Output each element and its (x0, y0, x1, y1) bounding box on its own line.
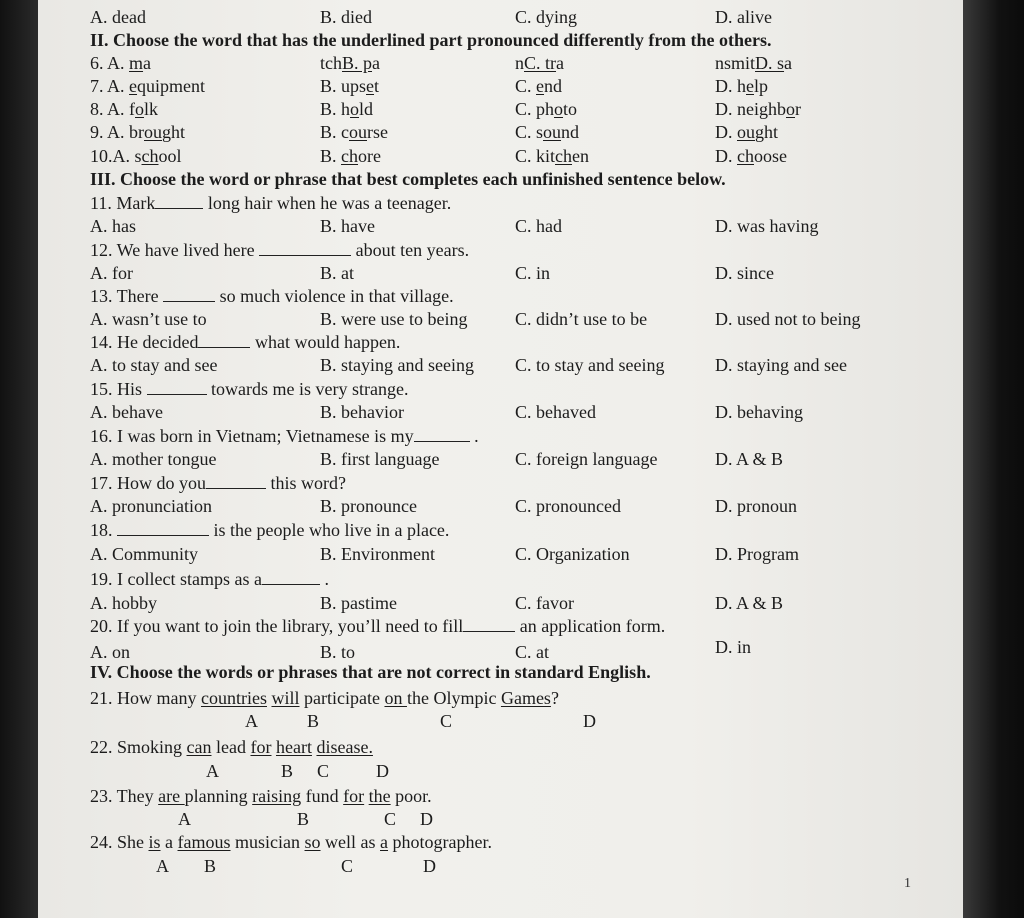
q6-c-pre: n (515, 53, 524, 73)
q24-label-b: B (204, 856, 217, 876)
question-11-options (38, 215, 963, 237)
q7-option-b (320, 75, 379, 97)
q7-option-c (515, 75, 562, 97)
q24-label-a: A (156, 856, 169, 876)
q23-underlined-c: for (343, 786, 365, 806)
question-22-labels (38, 760, 963, 782)
q24-text-1: 24. She (90, 832, 149, 852)
question-6 (38, 52, 963, 74)
question-23 (38, 785, 963, 807)
q12-option-a: A. for (90, 263, 133, 283)
q14-stem-pre: 14. He decided (90, 332, 199, 352)
q22-label-a: A (206, 761, 219, 781)
q19-blank (262, 568, 320, 585)
question-21-labels (38, 710, 963, 732)
q8-a-post: lk (144, 99, 159, 119)
q9-b-pre: B. c (320, 122, 349, 142)
q15-option-b: B. behavior (320, 402, 404, 422)
q19-option-a: A. hobby (90, 593, 157, 613)
q21-text-3: participate (299, 688, 385, 708)
q9-option-a (90, 121, 185, 143)
question-12-options (38, 262, 963, 284)
q9-c-underlined: ou (543, 122, 562, 142)
q15-option-d: D. behaving (715, 402, 803, 422)
q22-label-d: D (376, 761, 389, 781)
q9-a-underlined: ou (144, 122, 162, 142)
q16-option-a: A. mother tongue (90, 449, 217, 469)
section-iv-heading-text: IV. Choose the words or phrases that are not correct in standard English. (90, 662, 651, 682)
q19-option-d: D. A & B (715, 593, 784, 613)
q7-b-pre: B. ups (320, 76, 367, 96)
q22-label-b: B (281, 761, 294, 781)
question-18-stem (38, 519, 963, 541)
q23-text-1: 23. They (90, 786, 159, 806)
q23-label-b: B (297, 809, 310, 829)
question-14-options (38, 354, 963, 376)
q10-b-post: ore (358, 146, 381, 166)
q8-b-underlined: o (350, 99, 360, 119)
q23-text-2: planning (184, 786, 253, 806)
q23-label-a: A (178, 809, 191, 829)
q9-d-post: ght (755, 122, 779, 142)
q23-label-d: D (420, 809, 433, 829)
q8-c-pre: C. ph (515, 99, 555, 119)
q6-option-c (515, 52, 564, 74)
q20-stem-post: an application form. (519, 616, 666, 636)
q8-c-underlined: o (554, 99, 564, 119)
q6-a-post: a (143, 53, 152, 73)
q13-stem-post: so much violence in that village. (219, 286, 454, 306)
q23-underlined-a: are (158, 786, 185, 806)
q15-stem-text (90, 378, 408, 400)
question-13-stem (38, 285, 963, 307)
q15-option-c: C. behaved (515, 402, 596, 422)
q11-option-a: A. has (90, 216, 136, 236)
q16-stem-post: . (474, 426, 479, 446)
q10-c-pre: C. kit (515, 146, 556, 166)
question-22 (38, 736, 963, 758)
section-ii-heading-text: II. Choose the word that has the underlined part pronounced differently from the others. (90, 30, 772, 50)
q11-blank (155, 192, 203, 209)
q20-option-c: C. at (515, 642, 549, 662)
q24-underlined-b: famous (177, 832, 231, 852)
q6-option-b (320, 52, 380, 74)
q9-b-post: rse (367, 122, 388, 142)
q16-blank (414, 425, 470, 442)
q19-option-b: B. pastime (320, 593, 397, 613)
q10-c-post: en (572, 146, 590, 166)
q14-stem-post: what would happen. (254, 332, 401, 352)
q10-d-post: oose (754, 146, 787, 166)
q21-sentence (90, 687, 559, 709)
q16-option-b: B. first language (320, 449, 440, 469)
q10-d-pre: D. (715, 146, 737, 166)
q18-option-a: A. Community (90, 544, 199, 564)
option-b: B. died (320, 7, 372, 27)
q18-blank (117, 519, 209, 536)
question-24 (38, 831, 963, 853)
question-20-options (38, 637, 963, 663)
q12-option-d: D. since (715, 263, 774, 283)
q11-option-d: D. was having (715, 216, 819, 236)
question-18-options (38, 543, 963, 565)
q22-sentence (90, 736, 373, 758)
q13-stem-text (90, 285, 454, 307)
q18-option-c: C. Organization (515, 544, 630, 564)
question-20-stem (38, 615, 963, 637)
q19-stem-text (90, 568, 329, 590)
q24-sentence (90, 831, 492, 853)
q22-underlined-d: disease. (316, 737, 373, 757)
q21-text-5: ? (550, 688, 559, 708)
q21-underlined-c: on (384, 688, 407, 708)
question-8 (38, 98, 963, 120)
q9-b-underlined: ou (349, 122, 367, 142)
q7-d-post: lp (754, 76, 769, 96)
q16-stem-pre: 16. I was born in Vietnam; Vietnamese is my (90, 426, 414, 446)
q6-b-post: a (372, 53, 381, 73)
q7-c-post: nd (544, 76, 563, 96)
question-14-stem (38, 331, 963, 353)
q8-option-b (320, 98, 373, 120)
q19-stem-pre: 19. I collect stamps as a (90, 569, 262, 589)
q14-option-b: B. staying and seeing (320, 355, 474, 375)
q20-option-a: A. on (90, 642, 130, 662)
q18-stem-pre: 18. (90, 520, 117, 540)
q24-text-5: photographer. (388, 832, 492, 852)
q24-label-c: C (341, 856, 354, 876)
question-15-options (38, 401, 963, 423)
q10-a-underlined: ch (141, 146, 159, 166)
q9-c-pre: C. s (515, 122, 544, 142)
q14-option-d: D. staying and see (715, 355, 847, 375)
q7-option-d (715, 75, 768, 97)
q22-text-1: 22. Smoking (90, 737, 187, 757)
q21-underlined-b: will (271, 688, 300, 708)
q6-c-underlined: C. tr (524, 53, 557, 73)
q24-text-4: well as (320, 832, 381, 852)
q9-option-b (320, 121, 388, 143)
q23-label-c: C (384, 809, 397, 829)
q12-blank (259, 239, 351, 256)
question-17-stem (38, 472, 963, 494)
q13-blank (163, 285, 215, 302)
q10-b-pre: B. (320, 146, 342, 166)
q9-d-underlined: ou (737, 122, 755, 142)
q23-text-5: poor. (390, 786, 432, 806)
q9-c-post: nd (561, 122, 580, 142)
question-13-options (38, 308, 963, 330)
q7-a-pre: 7. A. (90, 76, 130, 96)
q11-option-c: C. had (515, 216, 562, 236)
q14-blank (198, 331, 250, 348)
q21-label-d: D (583, 711, 596, 731)
options-row-prev (38, 6, 963, 28)
q23-text-3: fund (301, 786, 344, 806)
q18-option-b: B. Environment (320, 544, 435, 564)
question-16-options (38, 448, 963, 470)
q10-c-underlined: ch (555, 146, 573, 166)
question-17-options (38, 495, 963, 517)
q13-option-c: C. didn’t use to be (515, 309, 648, 329)
q6-option-d (715, 52, 792, 74)
q10-d-underlined: ch (737, 146, 754, 166)
q11-option-b: B. have (320, 216, 375, 236)
q14-stem-text (90, 331, 400, 353)
q21-text-4: the Olympic (406, 688, 501, 708)
q19-option-c: C. favor (515, 593, 574, 613)
q11-stem-post: long hair when he was a teenager. (207, 193, 452, 213)
option-c: C. dying (515, 7, 578, 27)
question-9 (38, 121, 963, 143)
q17-blank (206, 472, 266, 489)
q14-option-a: A. to stay and see (90, 355, 218, 375)
q9-a-pre: 9. A. br (90, 122, 144, 142)
q17-option-a: A. pronunciation (90, 496, 212, 516)
q6-b-underlined: B. p (342, 53, 373, 73)
q20-stem-pre: 20. If you want to join the library, you’ll need to fill (90, 616, 464, 636)
q10-option-d (715, 145, 787, 167)
q12-stem-post: about ten years. (355, 240, 470, 260)
page-number: 1 (904, 876, 911, 891)
question-19-options (38, 592, 963, 614)
q8-c-post: to (563, 99, 578, 119)
q10-a-post: ool (158, 146, 182, 166)
q24-text-3: musician (230, 832, 305, 852)
q20-stem-text (90, 615, 665, 637)
q21-label-b: B (307, 711, 320, 731)
q22-underlined-c: heart (275, 737, 312, 757)
q24-underlined-a: is (148, 832, 161, 852)
q21-text-1: 21. How many (90, 688, 201, 708)
q15-blank (147, 378, 207, 395)
q22-underlined-a: can (186, 737, 212, 757)
q9-option-d (715, 121, 778, 143)
q6-b-pre: tch (320, 53, 342, 73)
q8-d-post: r (795, 99, 801, 119)
q24-underlined-d: a (380, 832, 389, 852)
q18-stem-text (90, 519, 449, 541)
question-21 (38, 687, 963, 709)
q6-option-a (90, 52, 151, 74)
q16-stem-text (90, 425, 479, 447)
q17-option-d: D. pronoun (715, 496, 797, 516)
section-iii-heading (38, 168, 963, 190)
worksheet-page (38, 0, 963, 918)
q8-a-underlined: o (135, 99, 144, 119)
q16-option-c: C. foreign language (515, 449, 658, 469)
question-16-stem (38, 425, 963, 447)
q19-stem-post: . (324, 569, 329, 589)
q6-c-post: a (556, 53, 565, 73)
question-11-stem (38, 192, 963, 214)
q7-a-post: quipment (137, 76, 206, 96)
q15-stem-post: towards me is very strange. (211, 379, 409, 399)
q21-underlined-a: countries (201, 688, 267, 708)
question-10 (38, 145, 963, 167)
q12-option-b: B. at (320, 263, 354, 283)
q7-b-underlined: e (366, 76, 375, 96)
q7-c-pre: C. (515, 76, 537, 96)
q24-underlined-c: so (304, 832, 321, 852)
q22-label-c: C (317, 761, 330, 781)
q12-stem-pre: 12. We have lived here (90, 240, 260, 260)
q22-text-2: lead (211, 737, 251, 757)
left-dark-border (0, 0, 38, 918)
q14-option-c: C. to stay and seeing (515, 355, 665, 375)
q20-option-b: B. to (320, 642, 356, 662)
q8-b-post: ld (359, 99, 374, 119)
q6-a-pre: 6. A. (90, 53, 130, 73)
question-19-stem (38, 568, 963, 590)
q8-option-a (90, 98, 158, 120)
q21-label-a: A (245, 711, 258, 731)
q20-option-d: D. in (715, 637, 751, 657)
q9-d-pre: D. (715, 122, 737, 142)
q7-option-a (90, 75, 205, 97)
right-dark-border (963, 0, 1024, 918)
q16-option-d: D. A & B (715, 449, 784, 469)
q23-underlined-d: the (368, 786, 391, 806)
q12-stem-text (90, 239, 469, 261)
q10-option-b (320, 145, 381, 167)
q17-option-b: B. pronounce (320, 496, 417, 516)
q8-option-c (515, 98, 577, 120)
q9-option-c (515, 121, 579, 143)
q18-option-d: D. Program (715, 544, 799, 564)
q18-stem-post: is the people who live in a place. (213, 520, 450, 540)
q15-stem-pre: 15. His (90, 379, 147, 399)
q10-option-a (90, 145, 182, 167)
q17-option-c: C. pronounced (515, 496, 621, 516)
q6-d-underlined: D. s (755, 53, 785, 73)
q23-underlined-b: raising (252, 786, 302, 806)
q11-stem-pre: 11. Mark (90, 193, 156, 213)
q8-d-pre: D. neighb (715, 99, 786, 119)
q17-stem-text (90, 472, 346, 494)
question-24-labels (38, 855, 963, 877)
q8-a-pre: 8. A. f (90, 99, 135, 119)
q10-a-pre: 10.A. s (90, 146, 142, 166)
q13-stem-pre: 13. There (90, 286, 164, 306)
q13-option-a: A. wasn’t use to (90, 309, 207, 329)
question-7 (38, 75, 963, 97)
q11-stem-text (90, 192, 451, 214)
q24-label-d: D (423, 856, 436, 876)
q10-option-c (515, 145, 589, 167)
q21-underlined-d: Games (500, 688, 551, 708)
section-iv-heading (38, 661, 963, 683)
q15-option-a: A. behave (90, 402, 163, 422)
question-12-stem (38, 239, 963, 261)
question-15-stem (38, 378, 963, 400)
q10-b-underlined: ch (341, 146, 359, 166)
section-ii-heading (38, 29, 963, 51)
q7-b-post: t (374, 76, 380, 96)
q12-option-c: C. in (515, 263, 551, 283)
question-23-labels (38, 808, 963, 830)
q17-stem-post: this word? (270, 473, 346, 493)
q13-option-d: D. used not to being (715, 309, 861, 329)
q6-d-pre: nsmit (715, 53, 756, 73)
q20-blank (463, 615, 515, 632)
option-d: D. alive (715, 7, 772, 27)
q13-option-b: B. were use to being (320, 309, 468, 329)
q7-d-pre: D. h (715, 76, 746, 96)
q7-d-underlined: e (746, 76, 754, 96)
q24-text-2: a (160, 832, 178, 852)
q8-b-pre: B. h (320, 99, 351, 119)
q9-a-post: ght (162, 122, 186, 142)
q23-sentence (90, 785, 432, 807)
q21-label-c: C (440, 711, 453, 731)
q8-option-d (715, 98, 801, 120)
q22-underlined-b: for (250, 737, 272, 757)
option-a: A. dead (90, 7, 146, 27)
q17-stem-pre: 17. How do you (90, 473, 206, 493)
q7-c-underlined: e (536, 76, 545, 96)
q8-d-underlined: o (786, 99, 795, 119)
q6-d-post: a (784, 53, 793, 73)
q6-a-underlined: m (129, 53, 144, 73)
section-iii-heading-text: III. Choose the word or phrase that best completes each unfinished sentence below. (90, 169, 726, 189)
q7-a-underlined: e (129, 76, 138, 96)
